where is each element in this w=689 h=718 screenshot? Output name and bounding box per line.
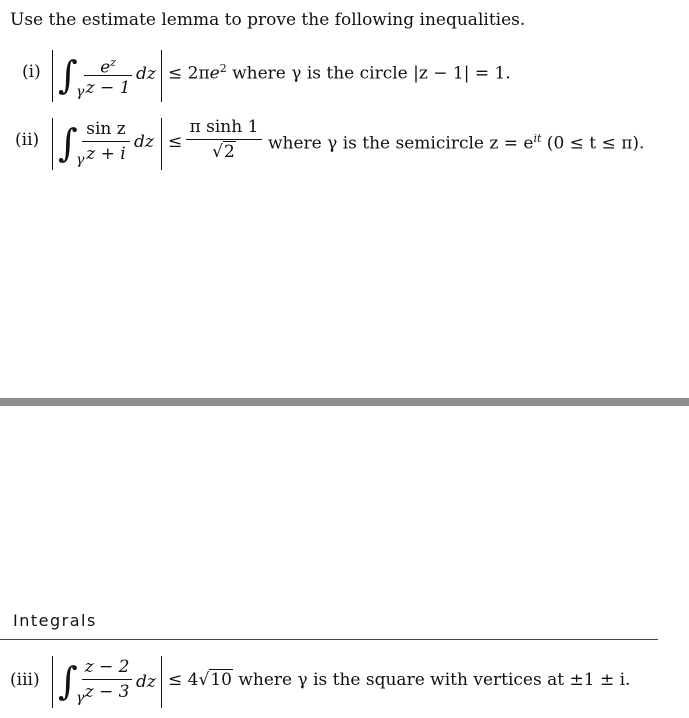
integral-sign: ∫ <box>58 659 78 703</box>
problem-label: (iii) <box>10 670 40 690</box>
denominator: z + i <box>86 144 126 164</box>
fraction <box>84 52 132 99</box>
rhs-numerator: π sinh 1 <box>189 117 259 137</box>
fraction <box>82 118 130 165</box>
page-separator <box>0 398 689 406</box>
problem-label: (ii) <box>15 130 40 150</box>
numerator: z − 2 <box>84 657 130 677</box>
absolute-value <box>52 118 162 170</box>
absolute-value <box>52 50 162 102</box>
contour-subscript: γ <box>76 690 85 706</box>
problem-3 <box>0 652 689 712</box>
intro-text: Use the estimate lemma to prove the following inequalities. <box>10 10 526 30</box>
numerator: e <box>100 57 111 78</box>
fraction <box>82 656 132 703</box>
inequality-rhs: where γ is the semicircle $z = e^{it}$ (0 ≤ t ≤ π). <box>268 132 645 154</box>
inequality-rhs: ≤ $2\pi e^2$ where γ is the circle |z − 1| = 1. <box>168 62 511 84</box>
absolute-value <box>52 656 162 708</box>
problem-2 <box>0 114 689 176</box>
differential: dz <box>136 64 156 84</box>
contour-subscript: γ <box>76 84 85 100</box>
section-title: Integrals <box>13 611 97 630</box>
problem-label: (i) <box>22 62 41 82</box>
numerator: sin z <box>86 119 126 139</box>
sqrt-symbol: √ <box>212 142 223 162</box>
section-divider <box>0 639 658 640</box>
contour-subscript: γ <box>76 152 85 168</box>
rhs-denominator: √2 <box>212 142 235 162</box>
differential: dz <box>134 132 154 152</box>
integral-sign: ∫ <box>58 121 78 165</box>
inequality-rhs: ≤ 4√10 where γ is the square with vertices at ±1 ± i. <box>168 670 631 690</box>
inequality-sign: ≤ <box>168 132 183 152</box>
sqrt-symbol: √ <box>198 670 210 690</box>
numerator-superscript: z <box>110 56 116 69</box>
denominator: z − 3 <box>84 682 130 702</box>
integral-sign: ∫ <box>58 53 78 97</box>
problem-1 <box>0 48 689 104</box>
denominator: z − 1 <box>85 78 131 98</box>
rhs-fraction <box>186 116 262 163</box>
differential: dz <box>136 672 156 692</box>
